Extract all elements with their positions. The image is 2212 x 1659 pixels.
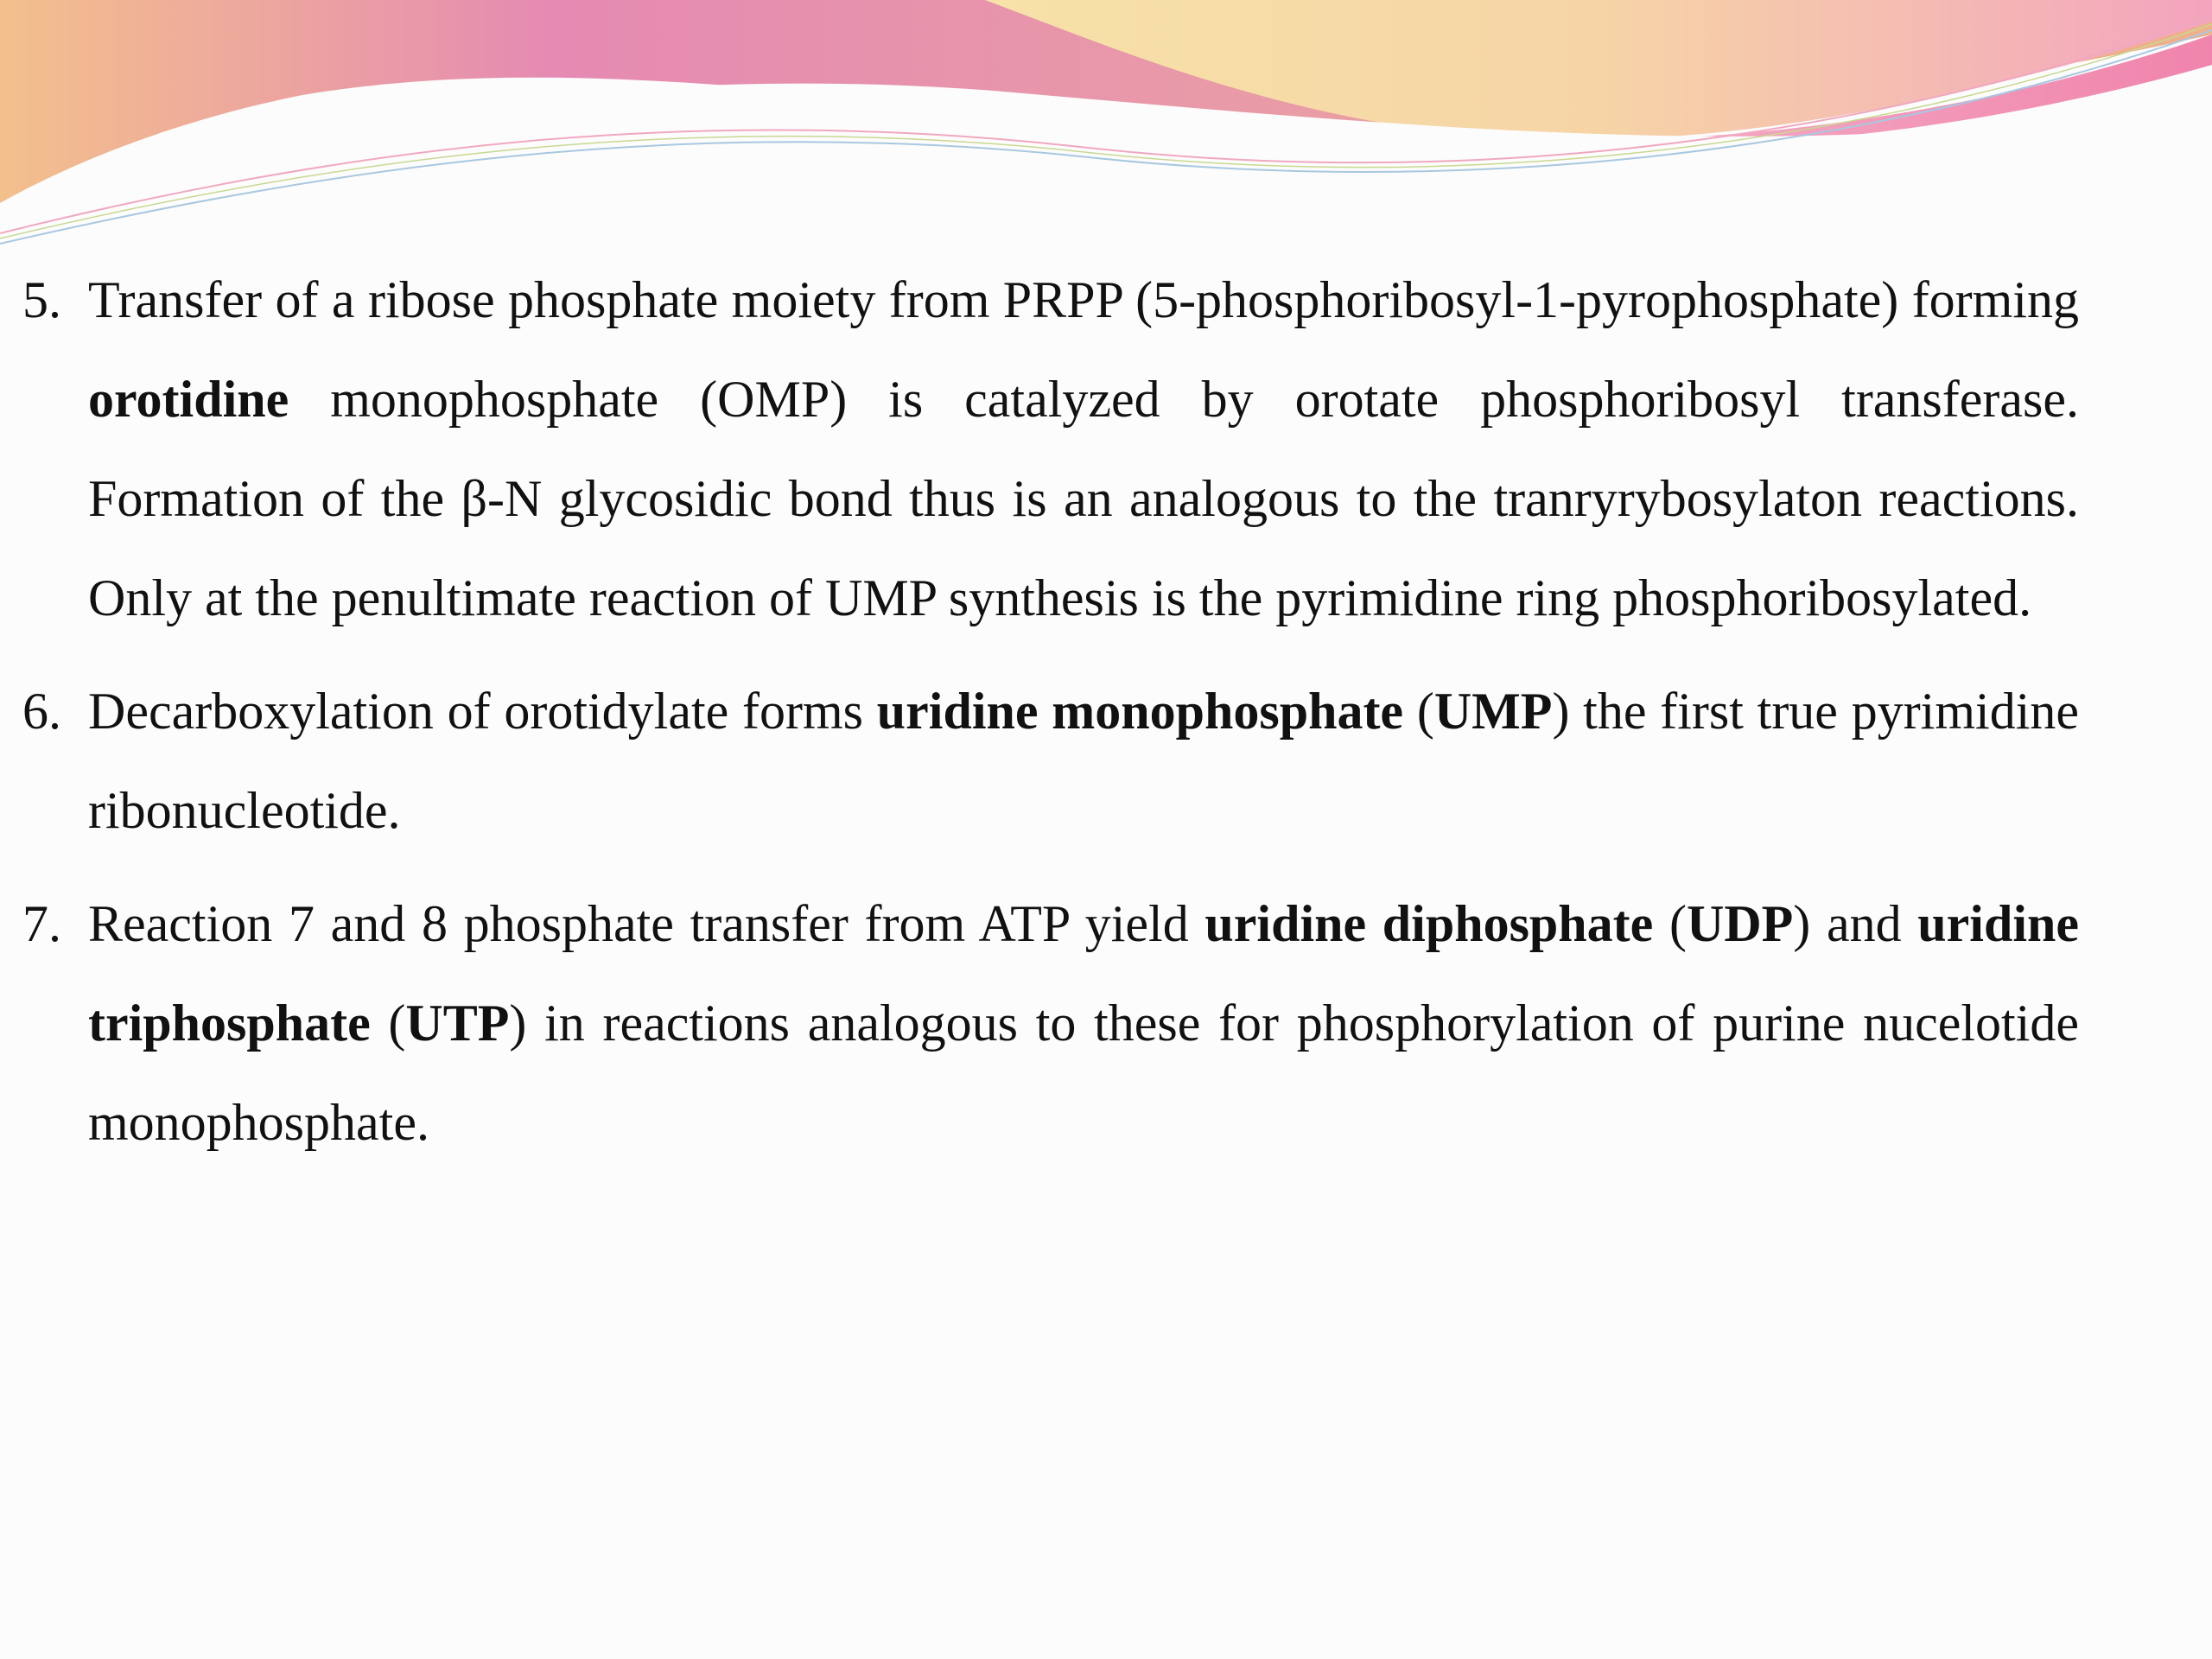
text-segment: ) and	[1793, 895, 1918, 952]
item-number: 6.	[22, 683, 61, 740]
bold-term-uridine-monophosphate: uridine monophosphate	[876, 683, 1404, 740]
text-segment: (	[370, 995, 406, 1052]
item-number: 5.	[22, 271, 61, 328]
text-segment: (	[1653, 895, 1687, 952]
text-segment: Reaction 7 and 8 phosphate transfer from ATP yield	[88, 895, 1205, 952]
slide-body	[22, 251, 2079, 1186]
text-segment: Decarboxylation of orotidylate forms	[88, 683, 877, 740]
list-item-5	[22, 251, 2079, 648]
text-segment: ) the first true pyrimidine ribonucleotide.	[88, 683, 2079, 839]
bold-term-ump: UMP	[1433, 683, 1553, 740]
bold-term-orotidine: orotidine	[88, 371, 289, 428]
bold-term-udp: UDP	[1686, 895, 1794, 952]
item-number: 7.	[22, 895, 61, 952]
list-item-6	[22, 662, 2079, 861]
text-segment: Transfer of a ribose phosphate moiety from PRPP (5-phosphoribosyl-1-pyrophosphate) forming	[88, 271, 2079, 328]
text-segment: ) in reactions analogous to these for phosphorylation of purine nucelotide monophosphate.	[88, 995, 2079, 1151]
list-item-7	[22, 874, 2079, 1173]
decorative-header-banner	[0, 0, 2212, 259]
bold-term-utp: UTP	[405, 995, 510, 1052]
text-segment: monophosphate (OMP) is catalyzed by orotate phosphoribosyl transferase. Formation of the β-N glycosidic bond thus is an analogous to the tranryrybosylaton reactions. Only at the penultimate reaction of UMP synthesis is the pyrimidine ring phosphoribosylated.	[88, 371, 2079, 626]
bold-term-uridine-triphosphate: uridine triphosphate	[88, 895, 2080, 1052]
text-segment: (	[1403, 683, 1434, 740]
bold-term-uridine-diphosphate: uridine diphosphate	[1205, 895, 1654, 952]
